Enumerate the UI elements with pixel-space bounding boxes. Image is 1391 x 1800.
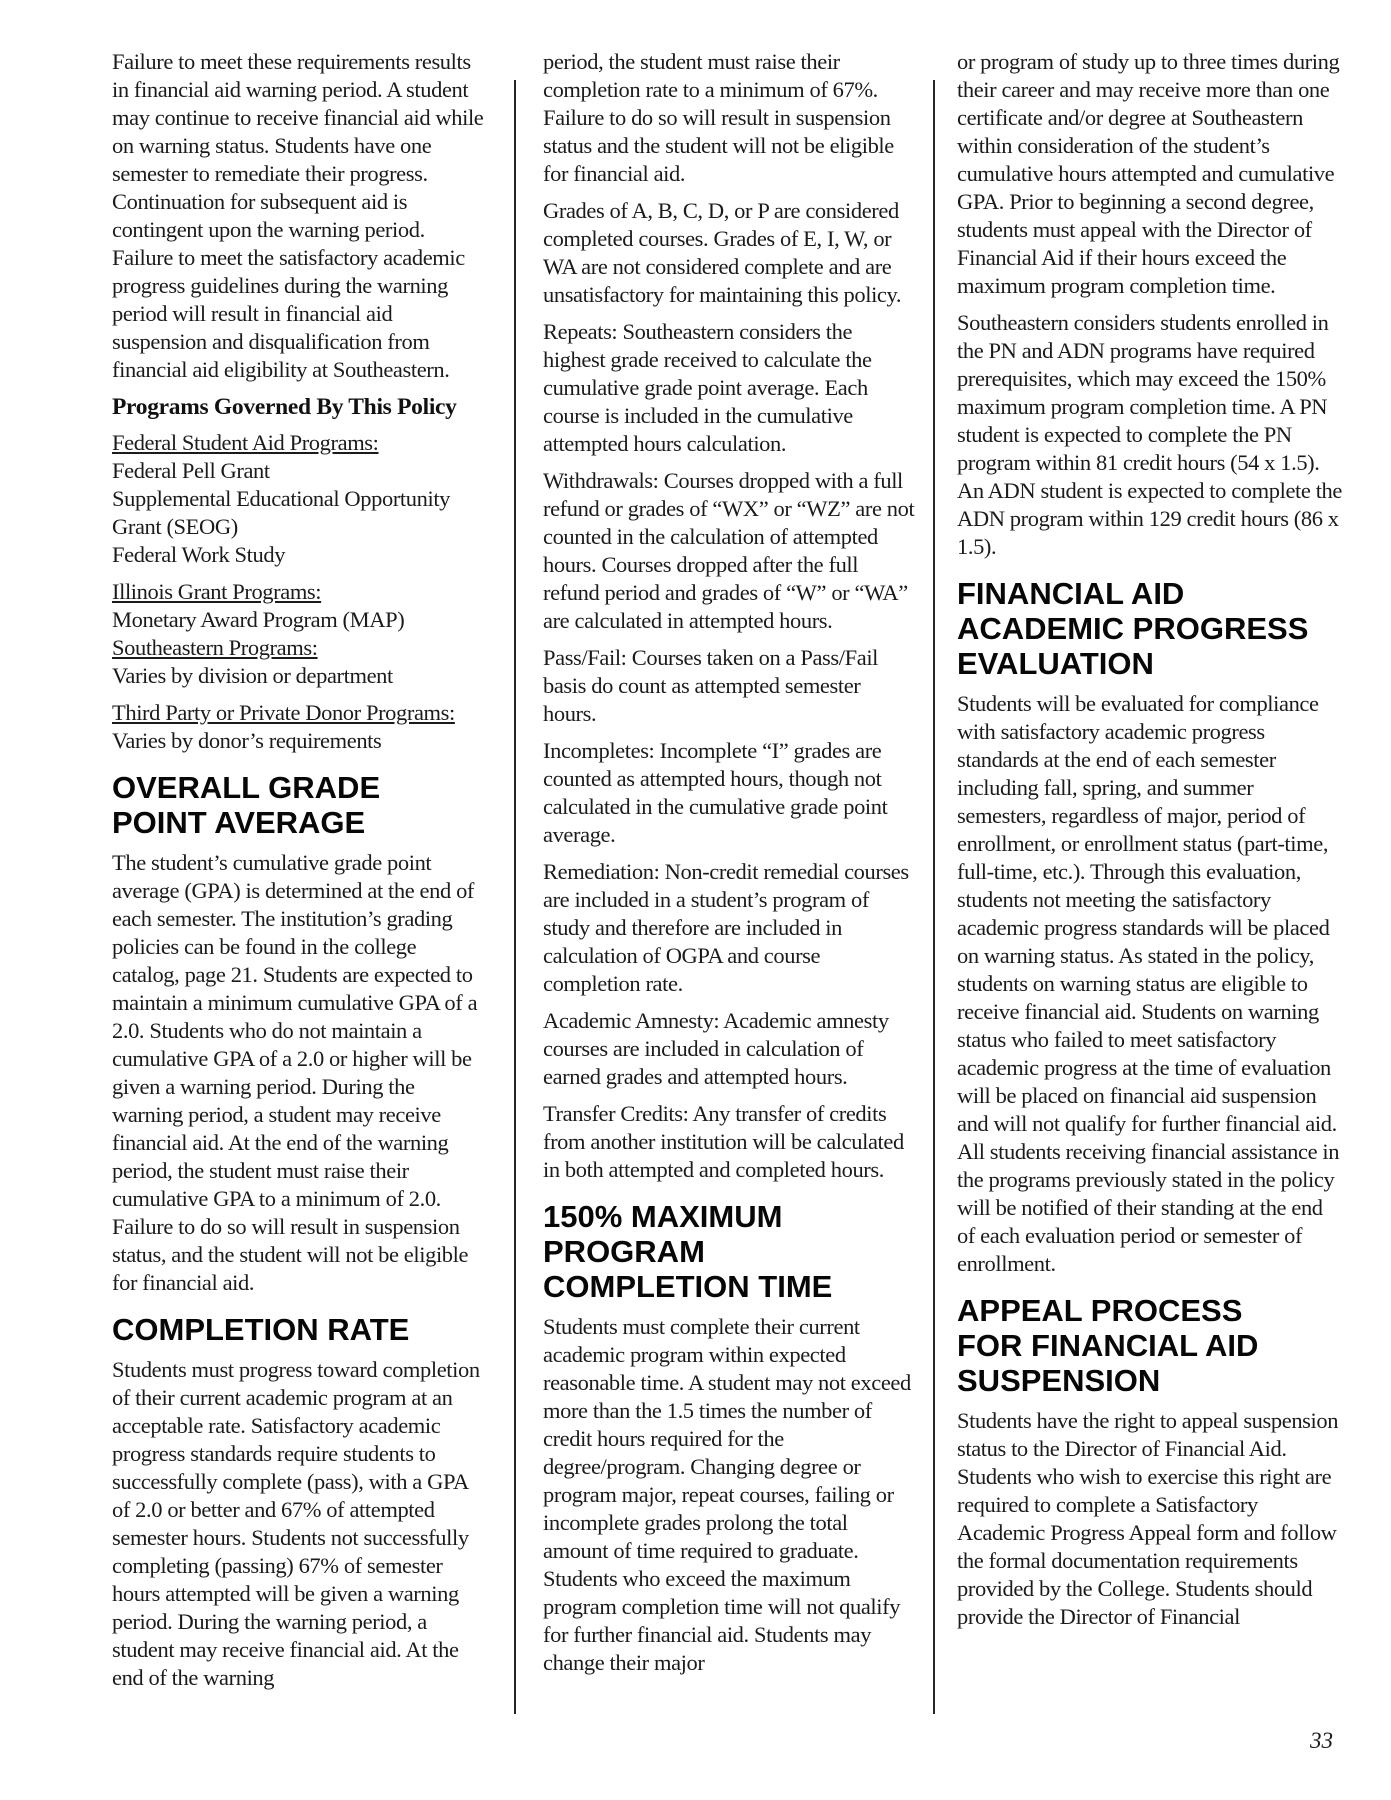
heading-financial-aid-academic-progress-evaluation xyxy=(957,576,1345,681)
column-divider-right xyxy=(933,80,935,1714)
program-group-third-party xyxy=(112,699,486,755)
program-group-federal xyxy=(112,429,486,569)
heading-line: FINANCIAL AID xyxy=(957,576,1185,611)
paragraph-gpa-policy: The student’s cumulative grade point average (GPA) is determined at the end of each semester. The institution’s grading policies can be found in the college catalog, page 21. Students are expected to maintain a minimum cumulative GPA of a 2.0. Students who do not maintain a cumulative GPA of a 2.0 or higher will be given a warning period. During the warning period, a student may receive financial aid. At the end of the warning period, the student must raise their cumulative GPA to a minimum of 2.0. Failure to do so will result in suspension status, and the student will not be eligible for financial aid. xyxy=(112,850,478,1295)
paragraph-academic-amnesty: Academic Amnesty: Academic amnesty courses are included in calculation of earned grades and attempted hours. xyxy=(543,1008,889,1089)
paragraph-grades: Grades of A, B, C, D, or P are considered completed courses. Grades of E, I, W, or WA are not considered complete and are unsatisfactory for maintaining this policy. xyxy=(543,198,902,307)
program-item: Varies by division or department xyxy=(112,663,393,688)
heading-line: EVALUATION xyxy=(957,646,1154,681)
heading-line: COMPLETION RATE xyxy=(112,1312,410,1347)
column-1 xyxy=(112,48,486,1701)
program-label-federal: Federal Student Aid Programs: xyxy=(112,430,379,455)
paragraph-intro-warning-period: Failure to meet these requirements results in financial aid warning period. A student may continue to receive financial aid while on warning status. Students have one semester to remediate their progress. Continuation for subsequent aid is contingent upon the warning period. Failure to meet the satisfactory academic progress guidelines during the warning period will result in financial aid suspension and disqualification from financial aid eligibility at Southeastern. xyxy=(112,49,484,382)
heading-line: OVERALL GRADE xyxy=(112,770,381,805)
heading-overall-grade-point-average xyxy=(112,770,486,840)
program-group-illinois xyxy=(112,578,486,634)
program-label-illinois: Illinois Grant Programs: xyxy=(112,579,322,604)
paragraph-completion-rate-continued: period, the student must raise their completion rate to a minimum of 67%. Failure to do so will result in suspension status and the student will not be eligible for financial aid. xyxy=(543,49,894,186)
heading-line: POINT AVERAGE xyxy=(112,805,366,840)
heading-line: PROGRAM xyxy=(543,1234,705,1269)
heading-completion-rate xyxy=(112,1312,486,1347)
paragraph-transfer-credits: Transfer Credits: Any transfer of credits from another institution will be calculated in both attempted and completed hours. xyxy=(543,1101,904,1182)
subheading-programs-governed: Programs Governed By This Policy xyxy=(112,394,457,420)
paragraph-repeats: Repeats: Southeastern considers the highest grade received to calculate the cumulative grade point average. Each course is included in the cumulative attempted hours calculation. xyxy=(543,319,872,456)
heading-line: SUSPENSION xyxy=(957,1363,1161,1398)
program-label-southeastern: Southeastern Programs: xyxy=(112,635,318,660)
column-3 xyxy=(957,48,1345,1640)
paragraph-evaluation-policy: Students will be evaluated for compliance with satisfactory academic progress standards at the end of each semester including fall, spring, and summer semesters, regardless of major, period of enrollment, or enrollment status (part-time, full-time, etc.). Through this evaluation, students not meeting the satisfactory academic progress standards will be placed on warning status. As stated in the policy, students on warning status are eligible to receive financial aid. Students on warning status who failed to meet satisfactory academic progress at the time of evaluation will be placed on financial aid suspension and will not qualify for further financial aid. All students receiving financial assistance in the programs previously stated in the policy will be notified of their standing at the end of each evaluation period or semester of enrollment. xyxy=(957,691,1340,1276)
paragraph-150-policy: Students must complete their current academic program within expected reasonable time. A student may not exceed more than the 1.5 times the number of credit hours required for the degree/program. Changing degree or program major, repeat courses, failing or incomplete grades prolong the total amount of time required to graduate. Students who exceed the maximum program completion time will not qualify for further financial aid. Students may change their major xyxy=(543,1314,911,1675)
heading-line: APPEAL PROCESS xyxy=(957,1293,1243,1328)
paragraph-withdrawals: Withdrawals: Courses dropped with a full refund or grades of “WX” or “WZ” are not counted in the calculation of attempted hours. Courses dropped after the full refund period and grades of “W” or “WA” are calculated in attempted hours. xyxy=(543,468,915,633)
heading-line: FOR FINANCIAL AID xyxy=(957,1328,1259,1363)
paragraph-appeal-process: Students have the right to appeal suspension status to the Director of Financial Aid. Students who wish to exercise this right are required to complete a Satisfactory Academic Progress Appeal form and follow the formal documentation requirements provided by the College. Students should provide the Director of Financial xyxy=(957,1408,1339,1629)
paragraph-completion-rate: Students must progress toward completion of their current academic program at an acceptable rate. Satisfactory academic progress standards require students to successfully complete (pass), with a GPA of 2.0 or better and 67% of attempted semester hours. Students not successfully completing (passing) 67% of semester hours attempted will be given a warning period. During the warning period, a student may receive financial aid. At the end of the warning xyxy=(112,1357,480,1690)
program-item: Supplemental Educational Opportunity Grant (SEOG) xyxy=(112,486,451,539)
program-label-third-party: Third Party or Private Donor Programs: xyxy=(112,700,455,725)
column-divider-left xyxy=(514,80,516,1714)
heading-150-maximum-program-completion-time xyxy=(543,1199,915,1304)
program-item: Varies by donor’s requirements xyxy=(112,728,382,753)
heading-appeal-process xyxy=(957,1293,1345,1398)
paragraph-remediation: Remediation: Non-credit remedial courses are included in a student’s program of study and therefore are included in calculation of OGPA and course completion rate. xyxy=(543,859,909,996)
paragraph-incompletes: Incompletes: Incomplete “I” grades are counted as attempted hours, though not calculated in the cumulative grade point average. xyxy=(543,738,888,847)
program-item: Federal Pell Grant xyxy=(112,458,270,483)
heading-line: 150% MAXIMUM xyxy=(543,1199,783,1234)
heading-line: ACADEMIC PROGRESS xyxy=(957,611,1309,646)
program-group-southeastern xyxy=(112,634,486,690)
program-item: Federal Work Study xyxy=(112,542,286,567)
page-number: 33 xyxy=(1310,1728,1333,1753)
column-2 xyxy=(543,48,915,1686)
paragraph-pass-fail: Pass/Fail: Courses taken on a Pass/Fail basis do count as attempted semester hours. xyxy=(543,645,879,726)
paragraph-pn-adn-programs: Southeastern considers students enrolled in the PN and ADN programs have required prerequisites, which may exceed the 150% maximum program completion time. A PN student is expected to complete the PN program within 81 credit hours (54 x 1.5). An ADN student is expected to complete the ADN program within 129 credit hours (86 x 1.5). xyxy=(957,310,1342,559)
paragraph-150-policy-continued: or program of study up to three times during their career and may receive more than one certificate and/or degree at Southeastern within consideration of the student’s cumulative hours attempted and cumulative GPA. Prior to beginning a second degree, students must appeal with the Director of Financial Aid if their hours exceed the maximum program completion time. xyxy=(957,49,1340,298)
heading-line: COMPLETION TIME xyxy=(543,1269,833,1304)
program-item: Monetary Award Program (MAP) xyxy=(112,607,405,632)
